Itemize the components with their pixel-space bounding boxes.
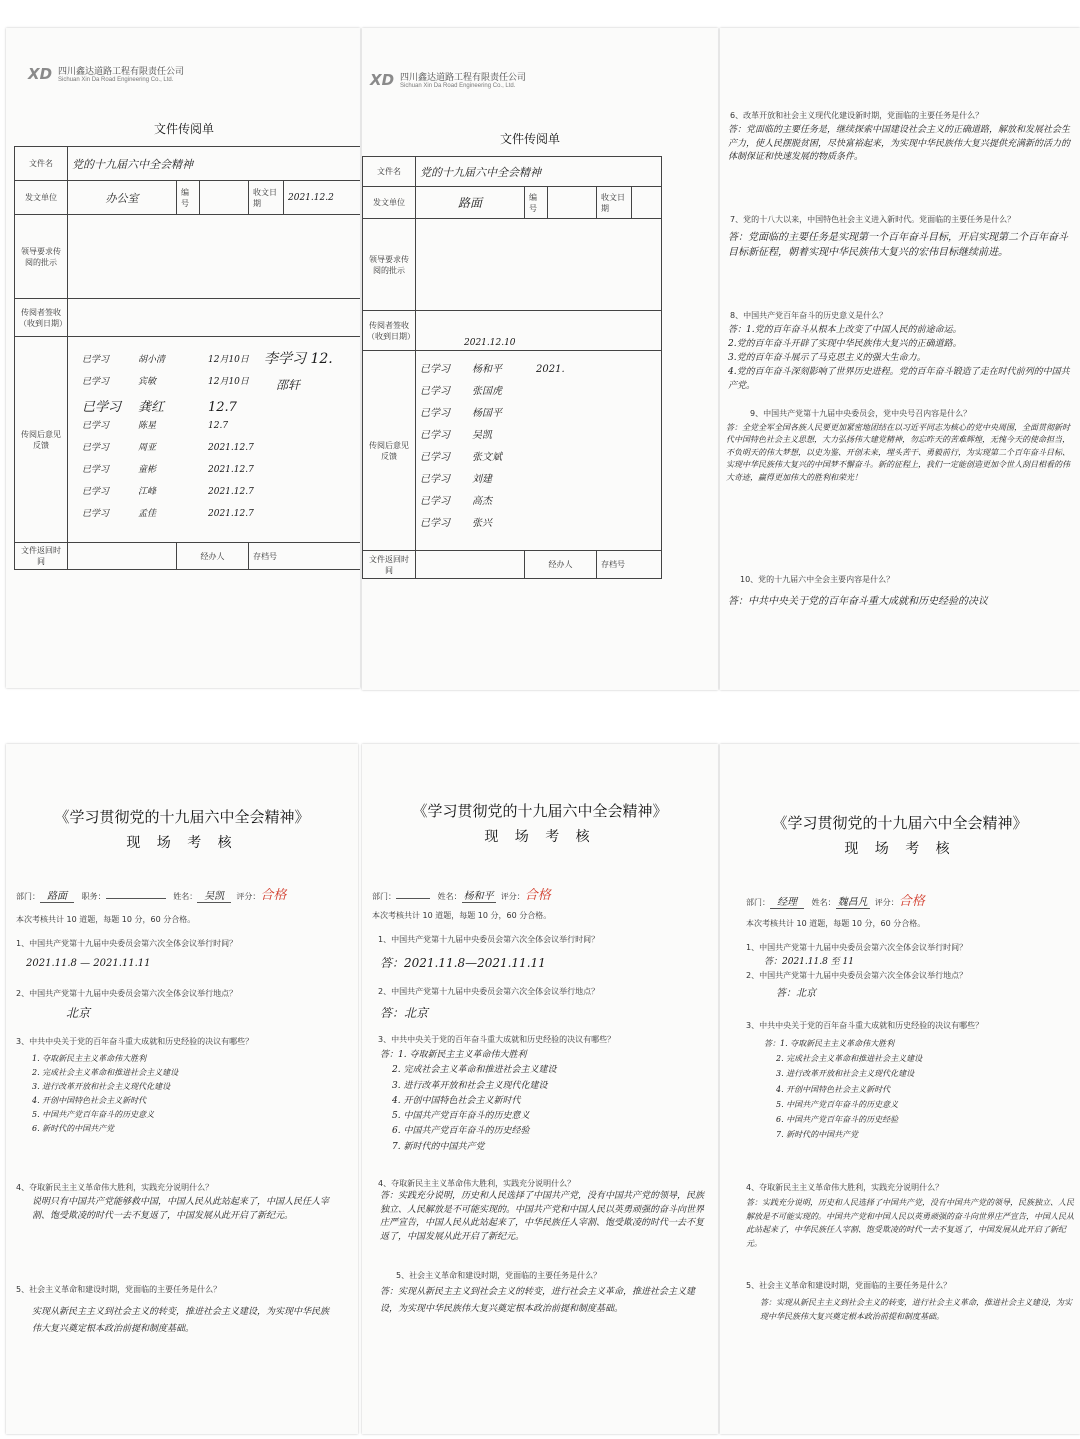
- exam-meta-row: [372, 884, 551, 903]
- signature-row: 已学习 童彬 2021.12.7: [82, 465, 254, 475]
- issuer-label: 发文单位: [15, 181, 68, 215]
- company-logo: [370, 70, 526, 89]
- signature-row: 已学习 孟佳 2021.12.7: [82, 509, 254, 519]
- question-1: 1、中国共产党第十九届中央委员会第六次全体会议举行时间？: [16, 939, 238, 948]
- file-name-value: 党的十九届六中全会精神: [68, 147, 361, 181]
- feedback-label: 传阅后意见反馈: [363, 351, 416, 551]
- position-label: 职务：: [81, 892, 106, 901]
- exam-meta-row: [16, 884, 286, 903]
- reader-sign-value: 2021.12.10: [416, 311, 662, 351]
- answer-3-list: [380, 1048, 556, 1155]
- extra-signature-2: 邵轩: [276, 378, 301, 392]
- question-8: 8、中国共产党百年奋斗的历史意义是什么？: [730, 311, 888, 320]
- circulation-form-1: [6, 28, 360, 688]
- exam-subtitle: 现 场 考 核: [484, 829, 596, 845]
- signature-row: 已学习 高杰: [420, 496, 492, 507]
- signature-row: 已学习 刘建: [420, 474, 492, 485]
- number-value: [200, 181, 249, 215]
- handler-label: 经办人: [525, 551, 597, 579]
- question-1: 1、中国共产党第十九届中央委员会第六次全体会议举行时间？: [378, 935, 600, 944]
- list-item: 5. 中国共产党百年奋斗的历史意义: [32, 1110, 155, 1119]
- return-time-label: 文件返回时间: [15, 543, 68, 570]
- signature-row: 已学习 周亚 2021.12.7: [82, 443, 254, 453]
- score-value: 合格: [260, 888, 287, 903]
- list-item: 3. 进行改革开放和社会主义现代化建设: [392, 1080, 548, 1091]
- feedback-label: 传阅后意见反馈: [15, 337, 68, 543]
- question-3: 3、中共中央关于党的百年奋斗重大成就和历史经验的决议有哪些？: [16, 1037, 254, 1046]
- answer-7: 答：党面临的主要任务是实现第一个百年奋斗目标，开启实现第二个百年奋斗目标新征程，朝着实现中华民族伟大复兴的宏伟目标继续前进。: [728, 232, 1068, 258]
- answer-6: 答：党面临的主要任务是，继续探索中国建设社会主义的正确道路，解放和发展社会生产力，使人民摆脱贫困，尽快富裕起来，为实现中华民族伟大复兴提供充满新的活力的体制保证和快速发展的物质条件。: [728, 125, 1071, 162]
- list-item: 6. 新时代的中国共产党: [32, 1124, 115, 1133]
- answer-2: 答：北京: [380, 1006, 429, 1020]
- signature-row: 已学习 江峰 2021.12.7: [82, 487, 254, 497]
- exam-title: 《学习贯彻党的十九届六中全会精神》: [772, 814, 1028, 832]
- list-item: 4. 开创中国特色社会主义新时代: [776, 1084, 891, 1094]
- number-value: [548, 187, 597, 219]
- answer-3-list: [32, 1052, 178, 1136]
- signature-row: 已学习 胡小清 12月10日: [82, 355, 249, 365]
- exam-sheet-a: [6, 744, 358, 1434]
- signature-row: 已学习 宾敏 12月10日: [82, 377, 249, 387]
- list-item: 5. 中国共产党百年奋斗的历史意义: [392, 1111, 530, 1122]
- name-label: 姓名：: [437, 892, 462, 901]
- received-date-label: 收文日期: [249, 181, 284, 215]
- exam-intro: 本次考核共计 10 道题，每题 10 分，60 分合格。: [746, 919, 926, 928]
- number-label: 编号: [177, 181, 200, 215]
- archive-no-label: 存档号: [597, 551, 662, 579]
- name-value: 魏昌凡: [836, 893, 870, 909]
- reader-sign-label: 传阅者签收（收到日期）: [363, 311, 416, 351]
- list-item: 5. 中国共产党百年奋斗的历史意义: [776, 1099, 899, 1109]
- answer-8: 答：1.党的百年奋斗从根本上改变了中国人民的前途命运。 2.党的百年奋斗开辟了实现中华民族伟大复兴的正确道路。 3.党的百年奋斗展示了马克思主义的强大生命力。 4.党的百年奋斗深刻影响了世界历史进程。党的百年奋斗锻造了走在时代前列的中国共产党。: [728, 325, 1070, 391]
- exam-sheet-b: [362, 744, 718, 1434]
- list-item: 2. 完成社会主义革命和推进社会主义建设: [776, 1054, 923, 1064]
- signature-row: 已学习 杨和平 2021.: [420, 364, 565, 375]
- score-value: 合格: [898, 894, 925, 909]
- question-5: 5、社会主义革命和建设时期，党面临的主要任务是什么？: [396, 1271, 602, 1280]
- list-item: 2. 完成社会主义革命和推进社会主义建设: [32, 1068, 179, 1077]
- exam-meta-row: [746, 890, 925, 909]
- return-time-label: 文件返回时间: [363, 551, 416, 579]
- question-2: 2、中国共产党第十九届中央委员会第六次全体会议举行地点？: [378, 987, 600, 996]
- company-logo: [28, 64, 184, 83]
- score-label: 评分：: [500, 892, 525, 901]
- score-value: 合格: [524, 888, 551, 903]
- company-name-cn: 四川鑫达道路工程有限责任公司: [400, 73, 527, 83]
- question-6: 6、改革开放和社会主义现代化建设新时期，党面临的主要任务是什么？: [730, 111, 984, 120]
- question-5: 5、社会主义革命和建设时期，党面临的主要任务是什么？: [746, 1281, 952, 1290]
- list-item: 4. 开创中国特色社会主义新时代: [392, 1095, 521, 1106]
- leader-req-value: [416, 219, 662, 311]
- score-label: 评分：: [874, 898, 899, 907]
- score-label: 评分：: [236, 892, 261, 901]
- answer-10: 答：中共中央关于党的百年奋斗重大成就和历史经验的决议: [728, 596, 988, 607]
- list-item: 答：1. 夺取新民主主义革命伟大胜利: [764, 1039, 895, 1048]
- number-label: 编号: [525, 187, 548, 219]
- reader-sign-label: 传阅者签收（收到日期）: [15, 299, 68, 337]
- list-item: 3. 进行改革开放和社会主义现代化建设: [32, 1082, 171, 1091]
- list-item: 答：1. 夺取新民主主义革命伟大胜利: [380, 1050, 527, 1060]
- circulation-form-2: [362, 28, 718, 690]
- question-2: 2、中国共产党第十九届中央委员会第六次全体会议举行地点？: [746, 971, 968, 980]
- exam-sheet-c: [720, 744, 1080, 1434]
- exam-title: 《学习贯彻党的十九届六中全会精神》: [54, 808, 310, 826]
- exam-subtitle: 现 场 考 核: [844, 841, 956, 857]
- answer-5: 答：实现从新民主主义到社会主义的转变，进行社会主义革命，推进社会主义建设，为实现中华民族伟大复兴奠定根本政治前提和制度基础。: [760, 1298, 1072, 1322]
- company-name-en: Sichuan Xin Da Road Engineering Co., Ltd.: [400, 83, 516, 89]
- leader-req-label: 领导要求传阅的批示: [363, 219, 416, 311]
- name-label: 姓名：: [173, 892, 198, 901]
- answer-5: 实现从新民主主义到社会主义的转变，推进社会主义建设，为实现中华民族伟大复兴奠定根本政治前提和制度基础。: [32, 1307, 330, 1335]
- return-time-value: [68, 543, 177, 570]
- question-5: 5、社会主义革命和建设时期，党面临的主要任务是什么？: [16, 1285, 222, 1294]
- extra-signature: 李学习 12.: [264, 351, 333, 367]
- answer-1: 2021.11.8 — 2021.11.11: [26, 958, 151, 969]
- exam-answers-page-2: [720, 28, 1080, 690]
- position-value: [106, 898, 166, 899]
- signature-row: 已学习 吴凯: [420, 430, 492, 441]
- question-4: 4、夺取新民主主义革命伟大胜利，实践充分说明什么？: [746, 1183, 944, 1192]
- list-item: 6. 中国共产党百年奋斗的历史经验: [776, 1114, 899, 1124]
- answer-4: 说明只有中国共产党能够救中国，中国人民从此站起来了，中国人民任人宰割、饱受欺凌的时代一去不复返了，中国发展从此开启了新纪元。: [32, 1197, 330, 1221]
- answer-2: 北京: [66, 1006, 91, 1020]
- company-name-cn: 四川鑫达道路工程有限责任公司: [58, 67, 185, 77]
- signature-row: 已学习 张文斌: [420, 452, 502, 463]
- exam-subtitle: 现 场 考 核: [126, 835, 238, 851]
- dept-value: [396, 898, 430, 899]
- dept-value: 经理: [770, 893, 804, 909]
- signature-row: 已学习 陈星 12.7: [82, 421, 229, 431]
- exam-title: 《学习贯彻党的十九届六中全会精神》: [412, 802, 668, 820]
- signature-list: [82, 352, 272, 528]
- answer-1: 答：2021.11.8 至 11: [764, 957, 854, 967]
- handler-label: 经办人: [177, 543, 249, 570]
- file-name-label: 文件名: [363, 157, 416, 187]
- issuer-label: 发文单位: [363, 187, 416, 219]
- list-item: 2. 完成社会主义革命和推进社会主义建设: [392, 1065, 557, 1076]
- answer-2: 答：北京: [776, 988, 816, 999]
- leader-req-value: [68, 215, 361, 299]
- file-name-label: 文件名: [15, 147, 68, 181]
- logo-mark: XD: [28, 64, 53, 83]
- list-item: 7. 新时代的中国共产党: [776, 1130, 859, 1140]
- dept-label: 部门：: [16, 892, 40, 901]
- name-value: 吴凯: [197, 887, 231, 903]
- question-1: 1、中国共产党第十九届中央委员会第六次全体会议举行时间？: [746, 943, 968, 952]
- list-item: 7. 新时代的中国共产党: [392, 1141, 485, 1152]
- exam-intro: 本次考核共计 10 道题，每题 10 分，60 分合格。: [16, 915, 196, 924]
- issuer-value: 路面: [416, 187, 525, 219]
- company-name-en: Sichuan Xin Da Road Engineering Co., Ltd.: [58, 77, 174, 83]
- list-item: 6. 中国共产党百年奋斗的历史经验: [392, 1126, 530, 1137]
- answer-4: 答：实践充分说明，历史和人民选择了中国共产党，没有中国共产党的领导，民族独立、人民解放是不可能实现的。中国共产党和中国人民以英勇顽强的奋斗向世界庄严宣告，中国人民从此站起来了，中华民族任人宰割、饱受欺凌的时代一去不复返了，中国发展从此开启了新纪元。: [746, 1198, 1074, 1248]
- dept-label: 部门：: [372, 892, 396, 901]
- answer-3-list: [764, 1036, 922, 1142]
- answer-5: 答：实现从新民主主义到社会主义的转变，进行社会主义革命，推进社会主义建设，为实现中华民族伟大复兴奠定根本政治前提和制度基础。: [380, 1287, 696, 1315]
- archive-no-label: 存档号: [249, 543, 361, 570]
- reader-sign-value: [68, 299, 361, 337]
- answer-4: 答：实践充分说明，历史和人民选择了中国共产党，没有中国共产党的领导，民族独立、人民解放是不可能实现的。中国共产党和中国人民以英勇顽强的奋斗向世界庄严宣告，中国人民从此站起来了，中华民族任人宰割、饱受欺凌的时代一去不复返了，中国发展从此开启了新纪元。: [380, 1191, 705, 1242]
- received-date-value: 2021.12.2: [284, 181, 361, 215]
- signature-list: [420, 360, 610, 536]
- list-item: 1. 夺取新民主主义革命伟大胜利: [32, 1054, 147, 1063]
- logo-mark: XD: [370, 70, 395, 89]
- question-7: 7、党的十八大以来，中国特色社会主义进入新时代。党面临的主要任务是什么？: [730, 215, 1016, 224]
- answer-9: 答：全党全军全国各族人民要更加紧密地团结在以习近平同志为核心的党中央周围，全面贯彻新时代中国特色社会主义思想，大力弘扬伟大建党精神，勿忘昨天的苦难辉煌，无愧今天的使命担当，不负明天的伟大梦想，以史为鉴、开创未来，埋头苦干、勇毅前行，为实现第二个百年奋斗目标、实现中华民族伟大复兴的中国梦不懈奋斗。新的征程上，我们一定能创造更加令世人刮目相看的伟大奇迹，赢得更加伟大的胜利和荣光！: [726, 423, 1070, 482]
- question-3: 3、中共中央关于党的百年奋斗重大成就和历史经验的决议有哪些？: [378, 1035, 616, 1044]
- file-name-value: 党的十九届六中全会精神: [416, 157, 662, 187]
- question-10: 10、党的十九届六中全会主要内容是什么？: [740, 575, 895, 584]
- exam-intro: 本次考核共计 10 道题，每题 10 分，60 分合格。: [372, 911, 552, 920]
- received-date-label: 收文日期: [597, 187, 632, 219]
- name-label: 姓名：: [811, 898, 836, 907]
- question-2: 2、中国共产党第十九届中央委员会第六次全体会议举行地点？: [16, 989, 238, 998]
- form-title: 文件传阅单: [500, 132, 561, 146]
- return-time-value: [416, 551, 525, 579]
- received-date-value: [632, 187, 662, 219]
- question-4: 4、夺取新民主主义革命伟大胜利，实践充分说明什么？: [16, 1183, 214, 1192]
- question-9: 9、中国共产党第十九届中央委员会，党中央号召内容是什么？: [750, 409, 972, 418]
- issuer-value: 办公室: [68, 181, 177, 215]
- dept-label: 部门：: [746, 898, 770, 907]
- leader-req-label: 领导要求传阅的批示: [15, 215, 68, 299]
- dept-value: 路面: [40, 887, 74, 903]
- question-4: 4、夺取新民主主义革命伟大胜利，实践充分说明什么？: [378, 1179, 576, 1188]
- answer-1: 答：2021.11.8—2021.11.11: [380, 956, 546, 970]
- list-item: 4. 开创中国特色社会主义新时代: [32, 1096, 147, 1105]
- question-3: 3、中共中央关于党的百年奋斗重大成就和历史经验的决议有哪些？: [746, 1021, 984, 1030]
- name-value: 杨和平: [462, 887, 496, 903]
- signature-row: 已学习 龚红 12.7: [82, 400, 237, 415]
- signature-row: 已学习 张兴: [420, 518, 492, 529]
- list-item: 3. 进行改革开放和社会主义现代化建设: [776, 1069, 915, 1079]
- signature-row: 已学习 张国虎: [420, 386, 502, 397]
- form-title: 文件传阅单: [154, 122, 215, 136]
- signature-row: 已学习 杨国平: [420, 408, 502, 419]
